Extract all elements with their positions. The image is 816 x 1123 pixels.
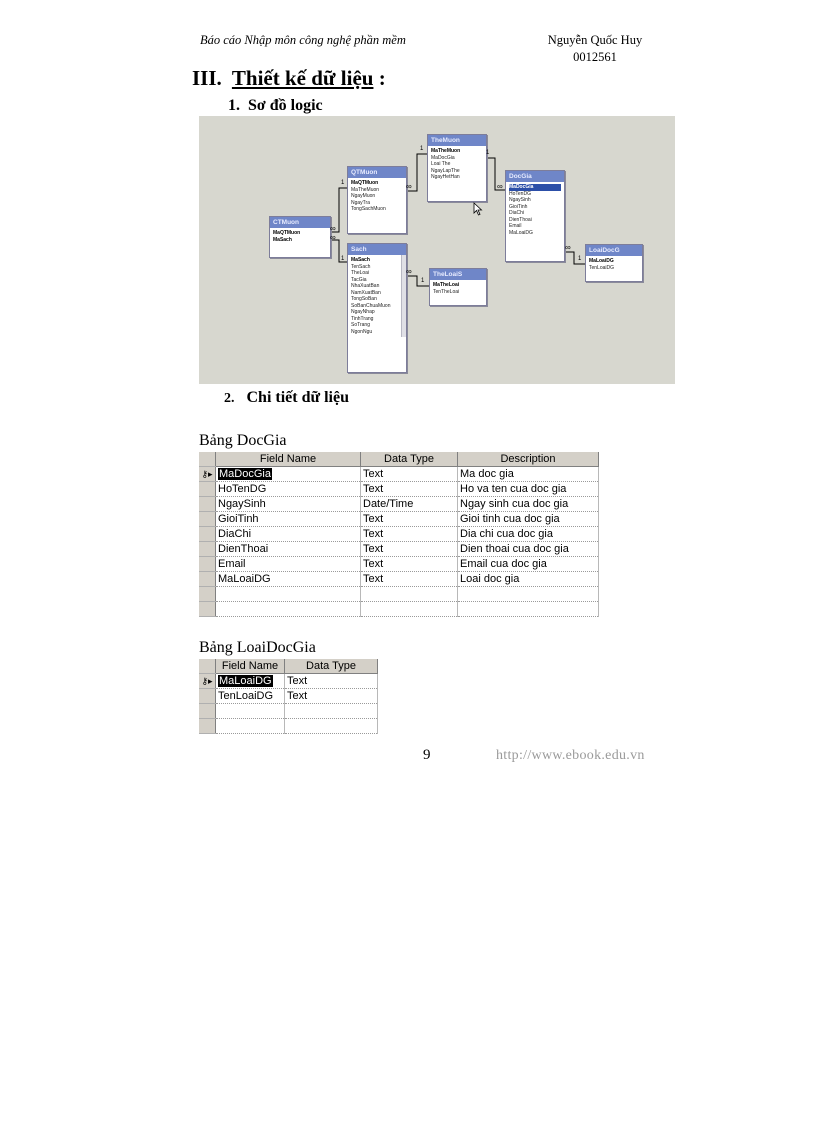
table1-caption: Bảng DocGia: [199, 432, 287, 449]
subheading-details: [224, 389, 349, 407]
table-box-ctmuon-title: CTMuon: [270, 217, 330, 228]
rel-many-marker: ∞: [406, 267, 412, 276]
table-box-docgia-title: DocGia: [506, 171, 564, 182]
field-matheloai: MaTheLoai: [433, 282, 460, 288]
header-student-id: 0012561: [573, 50, 617, 64]
col-field-name: Field Name: [216, 452, 361, 467]
header-title: Báo cáo Nhập môn công nghệ phần mềm: [200, 33, 406, 47]
field-name-cell[interactable]: NgaySinh: [216, 497, 361, 512]
relationship-diagram: [199, 116, 675, 384]
field-dienthoai: DienThoai: [509, 216, 532, 223]
table1-header-row: [199, 452, 599, 467]
rel-one-marker: 1: [341, 256, 345, 262]
field-tongsachmuon: TongSachMuon: [351, 206, 386, 212]
table2-grid: [199, 659, 378, 734]
field-maqtmuon: MaQTMuon: [273, 230, 301, 236]
rel-one-marker: 1: [421, 278, 425, 284]
subheading-logic-number: 1.: [228, 97, 240, 114]
field-name-text: MaDocGia: [219, 467, 271, 480]
table-box-theloaisach: [429, 268, 487, 306]
row-selector[interactable]: [199, 602, 216, 617]
field-nhaxuatban: NhaXuatBan: [351, 283, 380, 289]
field-tongsoban: TongSoBan: [351, 296, 377, 302]
section-heading: [192, 66, 386, 91]
table-row[interactable]: [199, 557, 599, 572]
table-row[interactable]: [199, 467, 599, 482]
field-loaithe: Loai The: [431, 161, 451, 167]
empty-row[interactable]: [199, 587, 599, 602]
field-namxuatban: NamXuatBan: [351, 289, 381, 296]
data-type-cell[interactable]: Text: [285, 689, 378, 704]
field-ngaytra: NgayTra: [351, 199, 370, 206]
data-type-cell[interactable]: Text: [361, 467, 458, 482]
field-tensach: TenSach: [351, 263, 371, 270]
subheading-logic: [228, 97, 323, 115]
field-maqtmuon: MaQTMuon: [351, 180, 379, 186]
table-row[interactable]: [199, 689, 378, 704]
data-type-cell[interactable]: Text: [361, 557, 458, 572]
data-type-cell[interactable]: Text: [361, 542, 458, 557]
rel-ctmuon-sach: [331, 240, 347, 262]
col-data-type: Data Type: [285, 659, 378, 674]
rel-one-marker: 1: [341, 180, 345, 186]
row-selector[interactable]: [199, 527, 216, 542]
row-selector[interactable]: [199, 689, 216, 704]
table-row[interactable]: [199, 512, 599, 527]
empty-cell[interactable]: [216, 587, 361, 602]
table-box-qtmuon-title: QTMuon: [348, 167, 406, 178]
empty-cell[interactable]: [216, 602, 361, 617]
rel-many-marker: ∞: [497, 182, 503, 191]
header-author-block: [540, 32, 650, 66]
field-masach: MaSach: [273, 236, 292, 243]
table-box-sach-title: Sach: [348, 244, 406, 255]
field-tinhtrang: TinhTrang: [351, 315, 374, 322]
field-name-cell[interactable]: GioiTinh: [216, 512, 361, 527]
field-maloaidg: MaLoaiDG: [509, 229, 533, 236]
field-ngaylapthe: NgayLapThe: [431, 167, 460, 174]
page-number: 9: [423, 747, 431, 763]
row-selector-header: [199, 452, 216, 467]
field-madocgia: MaDocGia: [509, 184, 561, 191]
field-email: Email: [509, 223, 522, 229]
field-name-cell[interactable]: TenLoaiDG: [216, 689, 285, 704]
rel-one-marker: 1: [578, 256, 582, 262]
field-tacgia: TacGia: [351, 276, 367, 283]
subheading-details-title: Chi tiết dữ liệu: [246, 389, 349, 406]
rel-one-marker: 1: [486, 150, 490, 156]
row-selector[interactable]: [199, 719, 216, 734]
data-type-cell[interactable]: Text: [285, 674, 378, 689]
empty-row[interactable]: [199, 602, 599, 617]
field-diachi: DiaChi: [509, 210, 525, 216]
row-selector[interactable]: [199, 512, 216, 527]
field-sotrang: SoTrang: [351, 322, 370, 328]
table-box-docgia: [505, 170, 565, 262]
empty-cell[interactable]: [285, 719, 378, 734]
key-icon: ⚷▸: [201, 468, 213, 479]
description-cell[interactable]: Gioi tinh cua doc gia: [458, 512, 599, 527]
data-type-cell[interactable]: Date/Time: [361, 497, 458, 512]
section-number: III.: [192, 66, 222, 90]
data-type-cell[interactable]: Text: [361, 512, 458, 527]
empty-cell[interactable]: [216, 719, 285, 734]
description-cell[interactable]: Dia chi cua doc gia: [458, 527, 599, 542]
field-hotendg: HoTenDG: [509, 190, 531, 197]
description-cell[interactable]: Ma doc gia: [458, 467, 599, 482]
table-row[interactable]: [199, 542, 599, 557]
row-selector-header: [199, 659, 216, 674]
row-selector[interactable]: [199, 482, 216, 497]
field-name-cell[interactable]: HoTenDG: [216, 482, 361, 497]
rel-many-marker: ∞: [565, 243, 571, 252]
field-ngonngu: NgonNgu: [351, 328, 373, 335]
field-gioitinh: GioiTinh: [509, 203, 528, 210]
subheading-details-number: 2.: [224, 391, 235, 406]
table2-header-row: [199, 659, 378, 674]
description-cell[interactable]: Loai doc gia: [458, 572, 599, 587]
empty-cell[interactable]: [285, 704, 378, 719]
empty-cell[interactable]: [458, 587, 599, 602]
field-madocgia: MaDocGia: [431, 154, 455, 161]
description-cell[interactable]: Ngay sinh cua doc gia: [458, 497, 599, 512]
col-field-name: Field Name: [216, 659, 285, 674]
field-theloai: TheLoai: [351, 270, 370, 276]
table-box-loaidocgia-title: LoaiDocG: [586, 245, 642, 256]
table-box-qtmuon: [347, 166, 407, 234]
field-mathemuon: MaTheMuon: [431, 148, 461, 154]
rel-many-marker: ∞: [330, 224, 336, 233]
col-data-type: Data Type: [361, 452, 458, 467]
field-ngaynhap: NgayNhap: [351, 309, 375, 315]
empty-row[interactable]: [199, 704, 378, 719]
empty-cell[interactable]: [361, 587, 458, 602]
table1-grid: [199, 452, 599, 617]
empty-row[interactable]: [199, 719, 378, 734]
rel-one-marker: 1: [420, 146, 424, 152]
mouse-cursor-icon: [473, 202, 483, 216]
field-name-cell[interactable]: [216, 467, 361, 482]
row-selector[interactable]: [199, 497, 216, 512]
field-sobanchuamuon: SoBanChuaMuon: [351, 302, 391, 309]
field-name-cell[interactable]: Email: [216, 557, 361, 572]
empty-cell[interactable]: [458, 602, 599, 617]
table-box-theloaisach-title: TheLoaiS: [430, 269, 486, 280]
row-selector[interactable]: [199, 467, 216, 482]
data-type-cell[interactable]: Text: [361, 527, 458, 542]
field-ngayhethan: NgayHetHan: [431, 174, 460, 180]
data-type-cell[interactable]: Text: [361, 482, 458, 497]
table-row[interactable]: [199, 572, 599, 587]
field-name-cell[interactable]: DiaChi: [216, 527, 361, 542]
row-selector[interactable]: [199, 557, 216, 572]
table-box-themuon-title: TheMuon: [428, 135, 486, 146]
table-box-sach: [347, 243, 407, 373]
row-selector[interactable]: [199, 674, 216, 689]
table-box-themuon: [427, 134, 490, 202]
table-row[interactable]: [199, 482, 599, 497]
key-icon: ⚷▸: [201, 675, 213, 686]
field-name-cell[interactable]: [216, 674, 285, 689]
field-masach: MaSach: [351, 257, 370, 263]
footer-url[interactable]: http://www.ebook.edu.vn: [496, 748, 645, 763]
field-tentheloai: TenTheLoai: [433, 288, 460, 295]
rel-many-marker: ∞: [330, 233, 336, 242]
row-selector[interactable]: [199, 542, 216, 557]
field-mathemuon: MaTheMuon: [351, 186, 380, 193]
table2-caption: Bảng LoaiDocGia: [199, 639, 316, 656]
field-ngaysinh: NgaySinh: [509, 197, 531, 203]
row-selector[interactable]: [199, 704, 216, 719]
rel-many-marker: ∞: [406, 182, 412, 191]
row-selector[interactable]: [199, 572, 216, 587]
col-description: Description: [458, 452, 599, 467]
field-maloaidg: MaLoaiDG: [589, 258, 614, 264]
field-name-cell[interactable]: DienThoai: [216, 542, 361, 557]
row-selector[interactable]: [199, 587, 216, 602]
table-row[interactable]: [199, 674, 378, 689]
empty-cell[interactable]: [216, 704, 285, 719]
subheading-logic-title: Sơ đồ logic: [248, 97, 323, 114]
header-author: Nguyễn Quốc Huy: [547, 33, 643, 47]
section-colon: :: [378, 66, 386, 90]
description-cell[interactable]: Dien thoai cua doc gia: [458, 542, 599, 557]
field-tenloaidg: TenLoaiDG: [589, 264, 615, 271]
table-box-loaidocgia: [585, 244, 643, 282]
table-row[interactable]: [199, 497, 599, 512]
table-row[interactable]: [199, 527, 599, 542]
field-ngaymuon: NgayMuon: [351, 193, 376, 199]
field-name-text: MaLoaiDG: [219, 674, 272, 687]
rel-docgia-loaidoc: [564, 252, 585, 264]
rel-sach-theloai: [405, 276, 429, 286]
empty-cell[interactable]: [361, 602, 458, 617]
description-cell[interactable]: Ho va ten cua doc gia: [458, 482, 599, 497]
section-title: Thiết kế dữ liệu: [231, 66, 374, 90]
field-name-cell[interactable]: MaLoaiDG: [216, 572, 361, 587]
description-cell[interactable]: Email cua doc gia: [458, 557, 599, 572]
table-box-ctmuon: [269, 216, 331, 258]
data-type-cell[interactable]: Text: [361, 572, 458, 587]
